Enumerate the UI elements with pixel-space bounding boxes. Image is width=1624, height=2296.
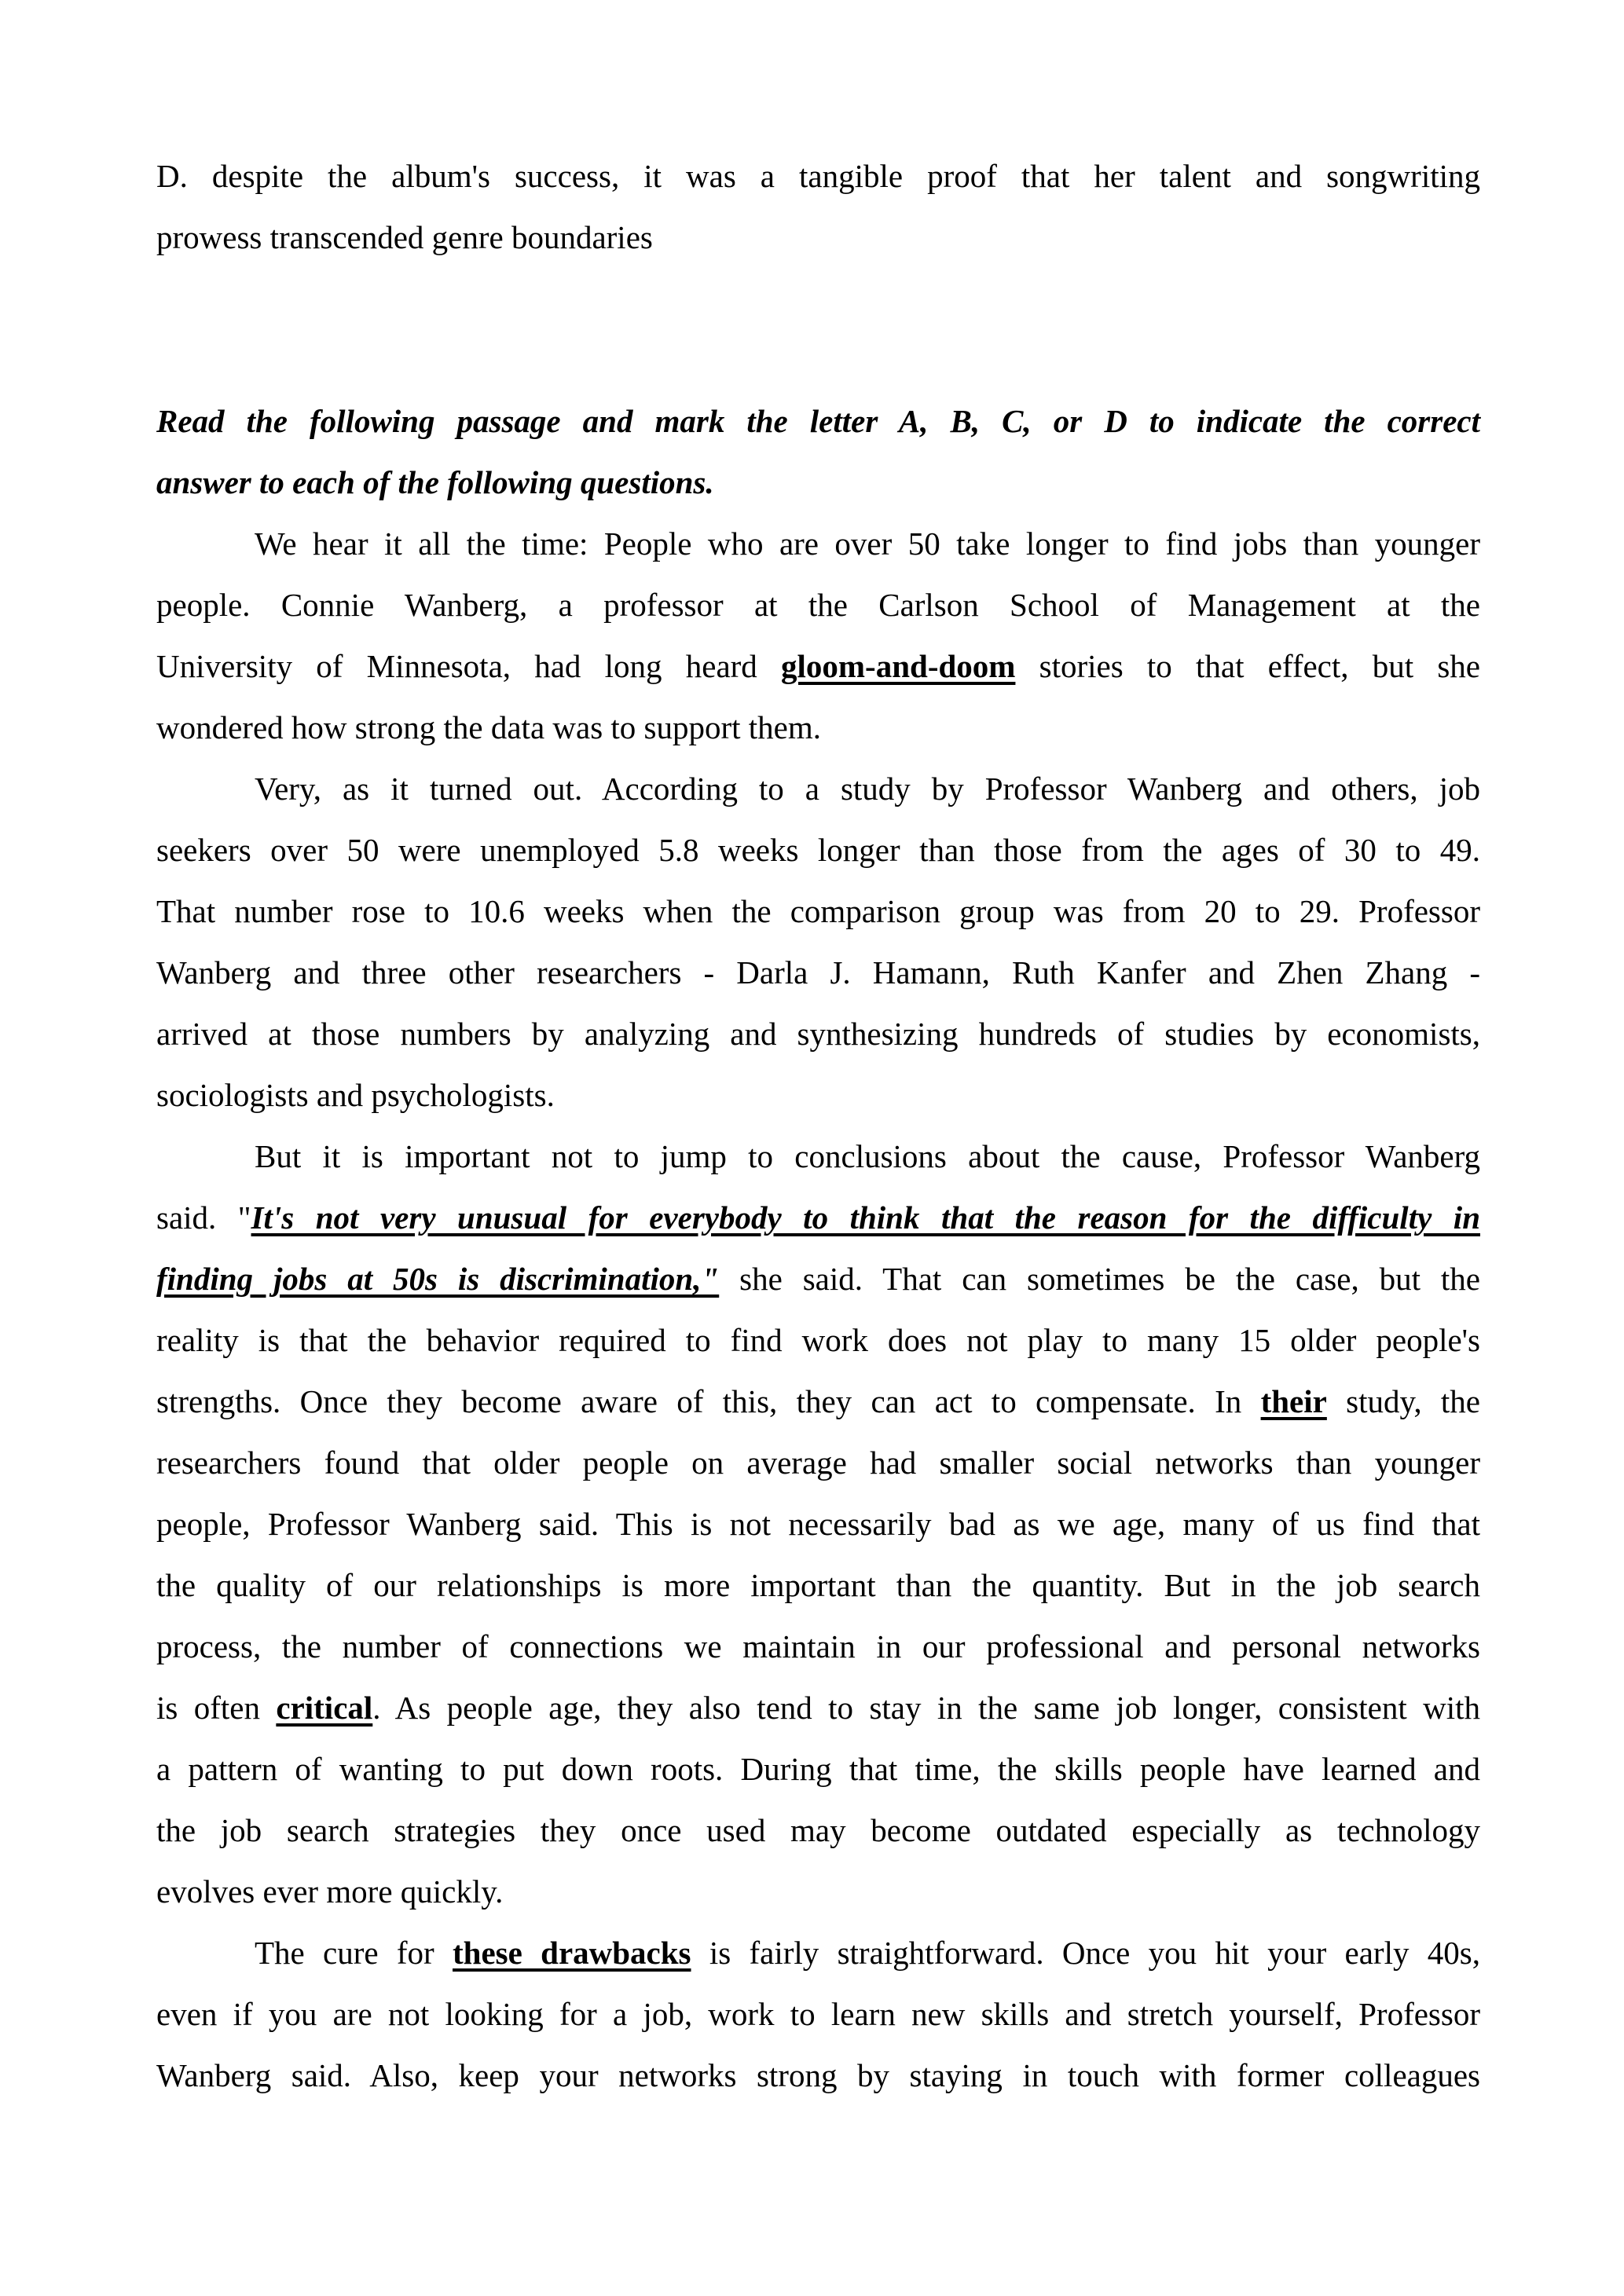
- p1-line-3: [156, 647, 1480, 685]
- p1-line-1: We hear it all the time: People who are over 50 take longer to find jobs than younger: [255, 525, 1480, 562]
- p3-line-10: [156, 1689, 1480, 1727]
- p2-line-3: That number rose to 10.6 weeks when the comparison group was from 20 to 29. Professor: [156, 893, 1480, 929]
- instruction-line-1: Read the following passage and mark the letter A, B, C, or D to indicate the correct: [156, 403, 1480, 439]
- p3-line-9: process, the number of connections we maintain in our professional and personal networks: [156, 1628, 1480, 1664]
- option-d-line-2: prowess transcended genre boundaries: [156, 219, 653, 255]
- highlighted-quote-part-1: It's not very unusual for everybody to think that the reason for the difficulty in: [251, 1199, 1480, 1236]
- p3-line-12: the job search strategies they once used may become outdated especially as technology: [156, 1812, 1480, 1848]
- p1-line-4: wondered how strong the data was to support them.: [156, 709, 822, 745]
- p3-text: is often: [156, 1690, 277, 1726]
- p3-text: study, the: [1326, 1383, 1481, 1419]
- p3-text: said. ": [156, 1199, 251, 1236]
- p3-line-2: [156, 1199, 1480, 1236]
- p2-line-6: sociologists and psychologists.: [156, 1077, 555, 1113]
- highlighted-term-critical: critical: [276, 1690, 373, 1726]
- p2-line-1: Very, as it turned out. According to a study by Professor Wanberg and others, job: [255, 771, 1480, 807]
- p3-line-7: people, Professor Wanberg said. This is not necessarily bad as we age, many of us find that: [156, 1506, 1480, 1542]
- highlighted-term-these-drawbacks: these drawbacks: [453, 1935, 691, 1971]
- p4-text: is fairly straightforward. Once you hit your early 40s,: [691, 1935, 1480, 1971]
- p4-line-3: Wanberg said. Also, keep your networks strong by staying in touch with former colleagues: [156, 2057, 1480, 2093]
- p3-line-5: [156, 1382, 1480, 1420]
- p3-text: strengths. Once they become aware of this, they can act to compensate. In: [156, 1383, 1261, 1419]
- instruction-line-2: answer to each of the following questions.: [156, 464, 714, 500]
- p2-line-5: arrived at those numbers by analyzing and synthesizing hundreds of studies by economists,: [156, 1016, 1480, 1052]
- highlighted-quote-part-2: finding jobs at 50s is discrimination,": [156, 1261, 720, 1297]
- highlighted-term-their: their: [1260, 1383, 1327, 1419]
- p2-line-2: seekers over 50 were unemployed 5.8 weeks longer than those from the ages of 30 to 49.: [156, 832, 1480, 868]
- p1-text: stories to that effect, but she: [1015, 648, 1480, 684]
- p3-line-8: the quality of our relationships is more important than the quantity. But in the job search: [156, 1567, 1480, 1603]
- option-d-line-1: D. despite the album's success, it was a tangible proof that her talent and songwriting: [156, 158, 1480, 194]
- p4-text: The cure for: [255, 1935, 453, 1971]
- p3-line-3: [156, 1260, 1480, 1298]
- p3-line-13: evolves ever more quickly.: [156, 1873, 504, 1910]
- p2-line-4: Wanberg and three other researchers - Darla J. Hamann, Ruth Kanfer and Zhen Zhang -: [156, 954, 1480, 991]
- p4-line-2: even if you are not looking for a job, work to learn new skills and stretch yourself, Professor: [156, 1996, 1480, 2032]
- p4-line-1: [156, 1934, 1480, 1972]
- p3-line-1: But it is important not to jump to conclusions about the cause, Professor Wanberg: [255, 1138, 1480, 1174]
- p3-text: . As people age, they also tend to stay in the same job longer, consistent with: [372, 1690, 1480, 1726]
- p3-line-6: researchers found that older people on average had smaller social networks than younger: [156, 1445, 1480, 1481]
- highlighted-term-gloom-and-doom: gloom-and-doom: [781, 648, 1016, 684]
- p1-line-2: people. Connie Wanberg, a professor at the Carlson School of Management at the: [156, 587, 1480, 623]
- p3-line-4: reality is that the behavior required to find work does not play to many 15 older people's: [156, 1322, 1480, 1358]
- p3-text: she said. That can sometimes be the case, but the: [719, 1261, 1480, 1297]
- p1-text: University of Minnesota, had long heard: [156, 648, 782, 684]
- p3-line-11: a pattern of wanting to put down roots. During that time, the skills people have learned and: [156, 1751, 1480, 1787]
